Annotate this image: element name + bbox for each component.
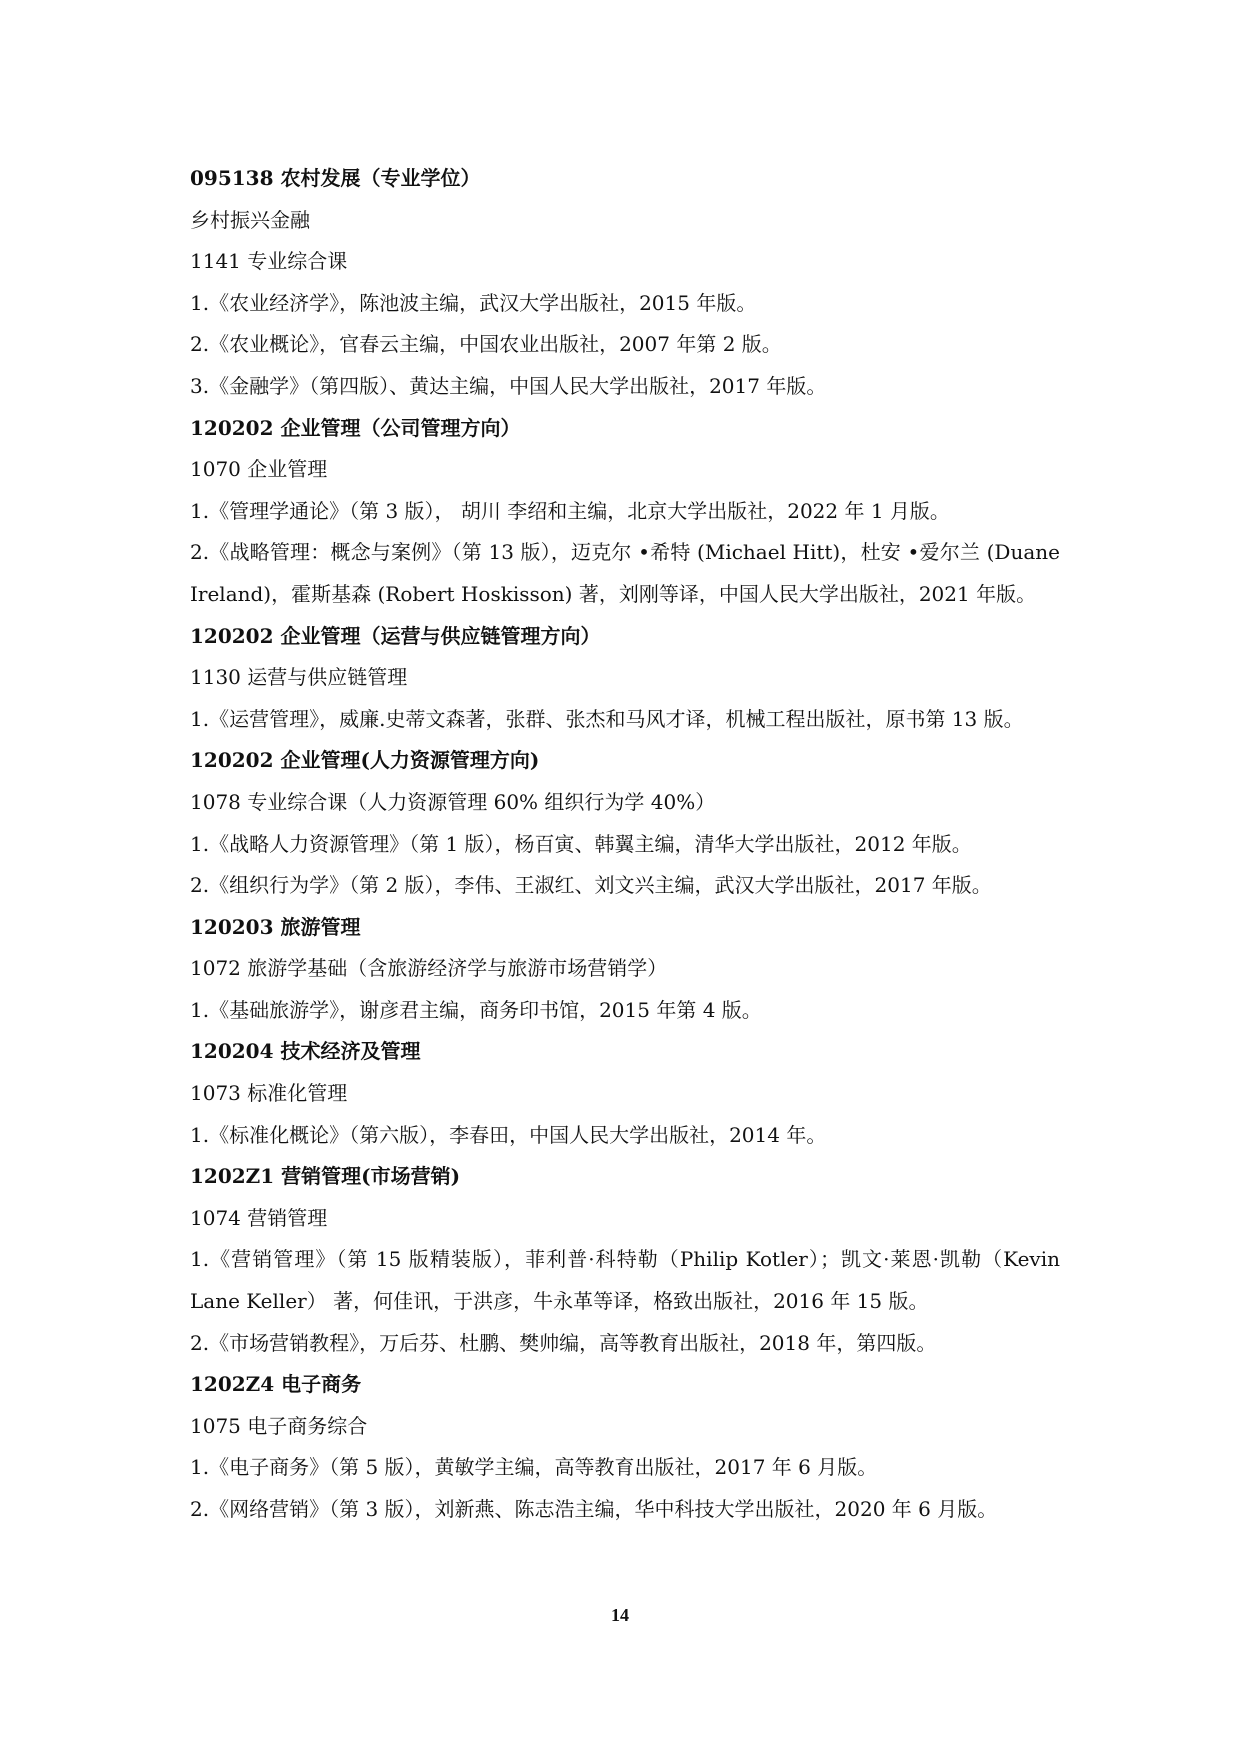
reference-item: 1.《战略人力资源管理》（第 1 版），杨百寅、韩翼主编，清华大学出版社，2012 年版。 [190, 831, 972, 856]
course-line: 1075 电子商务综合 [190, 1413, 368, 1438]
reference-item: 1.《基础旅游学》，谢彦君主编，商务印书馆，2015 年第 4 版。 [190, 997, 762, 1022]
reference-item: 1.《运营管理》，威廉.史蒂文森著，张群、张杰和马风才译，机械工程出版社，原书第 13 版。 [190, 706, 1024, 731]
course-line: 1130 运营与供应链管理 [190, 665, 408, 690]
reference-item: 3.《金融学》（第四版）、黄达主编，中国人民大学出版社，2017 年版。 [190, 373, 827, 398]
reference-item: 1.《农业经济学》，陈池波主编，武汉大学出版社，2015 年版。 [190, 290, 757, 315]
document-body [190, 158, 1060, 1531]
course-line: 1141 专业综合课 [190, 249, 348, 274]
course-line: 1073 标准化管理 [190, 1081, 348, 1106]
section-heading: 120202 企业管理(人力资源管理方向) [190, 748, 540, 773]
reference-item: 2.《市场营销教程》，万后芬、杜鹏、樊帅编，高等教育出版社，2018 年，第四版。 [190, 1330, 937, 1355]
reference-item: 2.《战略管理：概念与案例》（第 13 版），迈克尔 •希特 (Michael Hitt)，杜安 •爱尔兰 (Duane Ireland)，霍斯基森 (Robert Hoskisson) 著，刘刚等译，中国人民大学出版社，2021 年版。 [190, 540, 1060, 606]
reference-item: 2.《组织行为学》（第 2 版），李伟、王淑红、刘文兴主编，武汉大学出版社，2017 年版。 [190, 873, 992, 898]
course-line: 1070 企业管理 [190, 457, 328, 482]
reference-item: 2.《农业概论》，官春云主编，中国农业出版社，2007 年第 2 版。 [190, 332, 782, 357]
reference-item: 2.《网络营销》（第 3 版），刘新燕、陈志浩主编，华中科技大学出版社，2020 年 6 月版。 [190, 1497, 998, 1521]
section-heading: 1202Z1 营销管理(市场营销) [190, 1164, 461, 1189]
page-number: 14 [611, 1605, 629, 1625]
section-heading: 120203 旅游管理 [190, 914, 361, 939]
section-heading: 095138 农村发展（专业学位） [190, 166, 481, 190]
course-line: 1078 专业综合课（人力资源管理 60% 组织行为学 40%） [190, 789, 716, 814]
reference-item: 1.《电子商务》（第 5 版），黄敏学主编，高等教育出版社，2017 年 6 月版。 [190, 1455, 878, 1480]
reference-item: 1.《管理学通论》（第 3 版）， 胡川 李绍和主编，北京大学出版社，2022 年 1 月版。 [190, 498, 950, 523]
direction-line: 乡村振兴金融 [190, 207, 310, 232]
reference-item: 1.《营销管理》（第 15 版精装版），菲利普·科特勒（Philip Kotler）；凯文·莱恩·凯勒（Kevin Lane Keller） 著，何佳讯，于洪彦，牛永革等译，格致出版社，2016 年 15 版。 [190, 1247, 1060, 1314]
section-heading: 120204 技术经济及管理 [190, 1039, 421, 1064]
section-heading: 1202Z4 电子商务 [190, 1372, 362, 1397]
course-line: 1074 营销管理 [190, 1205, 328, 1230]
section-heading: 120202 企业管理（公司管理方向） [190, 415, 521, 440]
section-heading: 120202 企业管理（运营与供应链管理方向） [190, 623, 601, 648]
reference-item: 1.《标准化概论》（第六版），李春田，中国人民大学出版社，2014 年。 [190, 1122, 827, 1147]
course-line: 1072 旅游学基础（含旅游经济学与旅游市场营销学） [190, 956, 668, 981]
